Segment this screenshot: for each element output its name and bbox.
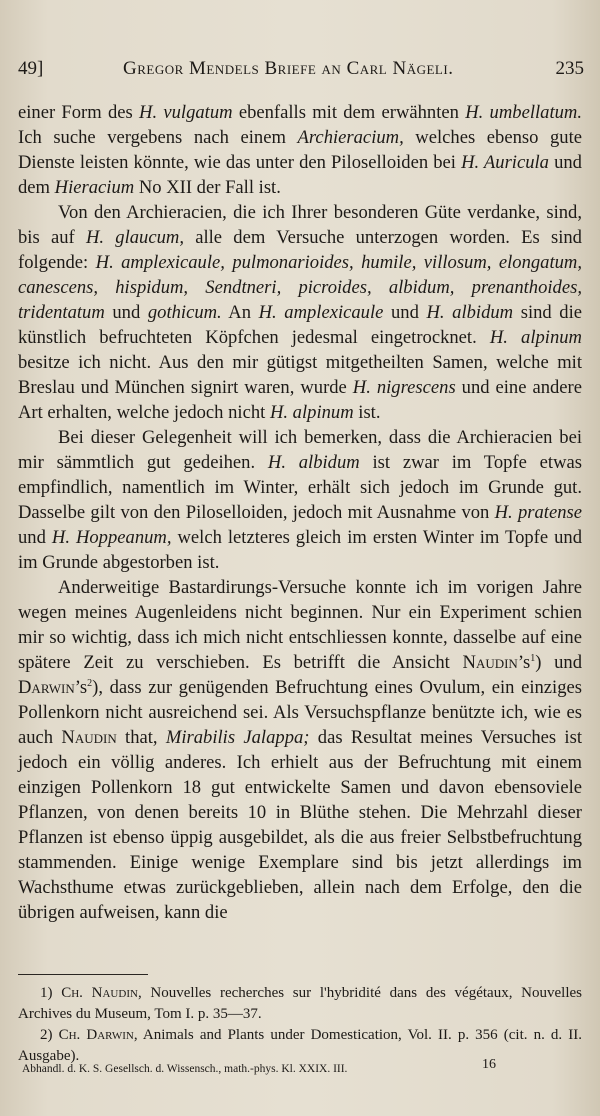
text-run: Von den Archieracien, die ich Ihrer besonderen Güte verdanke, sind, bis auf bbox=[18, 202, 582, 248]
paragraph bbox=[18, 200, 582, 425]
paragraph bbox=[18, 100, 582, 200]
text-run: Ich suche vergebens nach einem bbox=[18, 127, 298, 148]
italic-term: H. Hoppeanum, bbox=[51, 527, 172, 548]
text-run: , Nouvelles recherches sur l'hybridité dans des végétaux, Nouvelles Archives du Museum, Tom I. p. 35—37. bbox=[18, 985, 582, 1022]
italic-term: Hieracium bbox=[54, 177, 135, 198]
text-run: ist. bbox=[353, 402, 381, 423]
running-header bbox=[18, 58, 584, 88]
italic-term: H. vulgatum bbox=[139, 102, 233, 123]
text-run: und bbox=[383, 302, 427, 323]
text-run: Anderweitige Bastardirungs-Versuche konnte ich im vorigen Jahre wegen meines Augenleidens nicht beginnen. Nur ein Experiment schien mir so wichtig, dass ich mich nicht entschliessen konnte, dasselbe auf eine spätere Zeit zu verschieben. Es betrifft die Ansicht bbox=[18, 577, 582, 673]
text-run: welch letzteres gleich im ersten Winter im Topfe und im Grunde abgestorben ist. bbox=[18, 527, 583, 573]
text-run: No XII der Fall ist. bbox=[134, 177, 281, 198]
italic-term: H. Auricula bbox=[461, 152, 549, 173]
footnote bbox=[18, 983, 582, 1025]
text-run: ), dass zur genügenden Befruchtung eines Ovulum, ein einziges Pollenkorn nicht ausreichend sei. Als Versuchspflanze benützte ich, wie es auch bbox=[18, 677, 582, 748]
italic-term: H. albidum bbox=[267, 452, 360, 473]
author-name: Naudin bbox=[462, 652, 518, 673]
italic-term: H. amplexicaule, pulmonarioides, humile, villosum, elongatum, canescens, hispidum, Sendtneri, picroides, albidum, prenanthoides, tridentatum bbox=[18, 252, 582, 323]
paragraph bbox=[18, 575, 582, 925]
imprint-line bbox=[22, 1057, 582, 1075]
italic-term: Mirabilis Jalappa; bbox=[165, 727, 310, 748]
paragraph bbox=[18, 425, 582, 575]
text-run: Bei dieser Gelegenheit will ich bemerken, dass die Archieracien bei mir sämmtlich gut gedeihen. bbox=[18, 427, 582, 473]
text-run: und eine andere Art erhalten, welche jedoch nicht bbox=[18, 377, 582, 423]
text-run: welches ebenso gute Dienste leisten könnte, wie das unter den Piloselloiden bei bbox=[18, 127, 582, 173]
footnote-ref: 1 bbox=[530, 652, 536, 664]
text-run: ist zwar im Topfe etwas empfindlich, namentlich im Winter, erhält sich jedoch im Grunde gut. Dasselbe gilt von den Piloselloiden, jedoch mit Ausnahme von bbox=[18, 452, 582, 523]
italic-term: Archieracium, bbox=[297, 127, 404, 148]
author-name: Ch. Naudin bbox=[61, 985, 138, 1001]
italic-term: H. nigrescens bbox=[352, 377, 456, 398]
text-run: ’s bbox=[517, 652, 531, 673]
text-run: einer Form des bbox=[18, 102, 140, 123]
running-title: Gregor Mendels Briefe an Carl Nägeli. bbox=[123, 58, 454, 79]
text-run: 1) bbox=[40, 985, 62, 1001]
text-run: und bbox=[104, 302, 148, 323]
text-run: und dem bbox=[18, 152, 582, 198]
text-run: alle dem Versuche unterzogen worden. Es sind folgende: bbox=[18, 227, 582, 273]
italic-term: H. pratense bbox=[494, 502, 582, 523]
author-name: Darwin bbox=[18, 677, 75, 698]
author-name: Ch. Darwin bbox=[58, 1027, 134, 1043]
body-text bbox=[18, 100, 582, 925]
italic-term: H. amplexicaule bbox=[258, 302, 384, 323]
text-run: ) und bbox=[535, 652, 583, 673]
text-run: that, bbox=[116, 727, 166, 748]
text-run: 2) bbox=[40, 1027, 59, 1043]
imprint-text: Abhandl. d. K. S. Gesellsch. d. Wissensch., math.-phys. Kl. XXIX. III. bbox=[22, 1063, 348, 1075]
italic-term: H. alpinum bbox=[269, 402, 354, 423]
italic-term: H. albidum bbox=[426, 302, 514, 323]
footnotes bbox=[18, 983, 582, 1067]
section-number: 49] bbox=[18, 58, 44, 79]
footnote-rule bbox=[18, 974, 148, 975]
signature-mark: 16 bbox=[482, 1057, 496, 1072]
footnote-ref: 2 bbox=[87, 677, 93, 689]
text-run: sind die künstlich befruchteten Köpfchen jedesmal eingetrocknet. bbox=[18, 302, 583, 348]
page-number: 235 bbox=[555, 58, 584, 79]
text-run: An bbox=[221, 302, 259, 323]
text-run: besitze ich nicht. Aus den mir gütigst mitgetheilten Samen, welche mit Breslau und München signirt waren, wurde bbox=[18, 352, 582, 398]
italic-term: H. alpinum bbox=[489, 327, 582, 348]
footnote bbox=[18, 1025, 582, 1067]
italic-term: H. glaucum, bbox=[85, 227, 184, 248]
author-name: Naudin bbox=[61, 727, 117, 748]
italic-term: H. umbellatum. bbox=[465, 102, 582, 123]
text-run: ’s bbox=[74, 677, 88, 698]
text-run: das Resultat meines Versuches ist jedoch ein völlig anderes. Ich erhielt aus der Befruchtung mit einem einzigen Pollenkorn 18 gut entwickelte Samen und davon ebensoviele Pflanzen, von denen bereits 10 in Blüthe stehen. Die Mehrzahl dieser Pflanzen ist ebenso üppig ausgebildet, als die aus freier Selbstbefruchtung stammenden. Einige wenige Exemplare sind bis jetzt allerdings im Wachsthume etwas zurückgeblieben, allein nach dem Erfolge, den die übrigen aufweisen, kann die bbox=[18, 727, 583, 923]
text-run: ebenfalls mit dem erwähnten bbox=[232, 102, 466, 123]
text-run: , Animals and Plants under Domestication, Vol. II. p. 356 (cit. n. d. II. Ausgabe). bbox=[18, 1027, 583, 1064]
text-run: und bbox=[18, 527, 52, 548]
italic-term: gothicum. bbox=[147, 302, 222, 323]
